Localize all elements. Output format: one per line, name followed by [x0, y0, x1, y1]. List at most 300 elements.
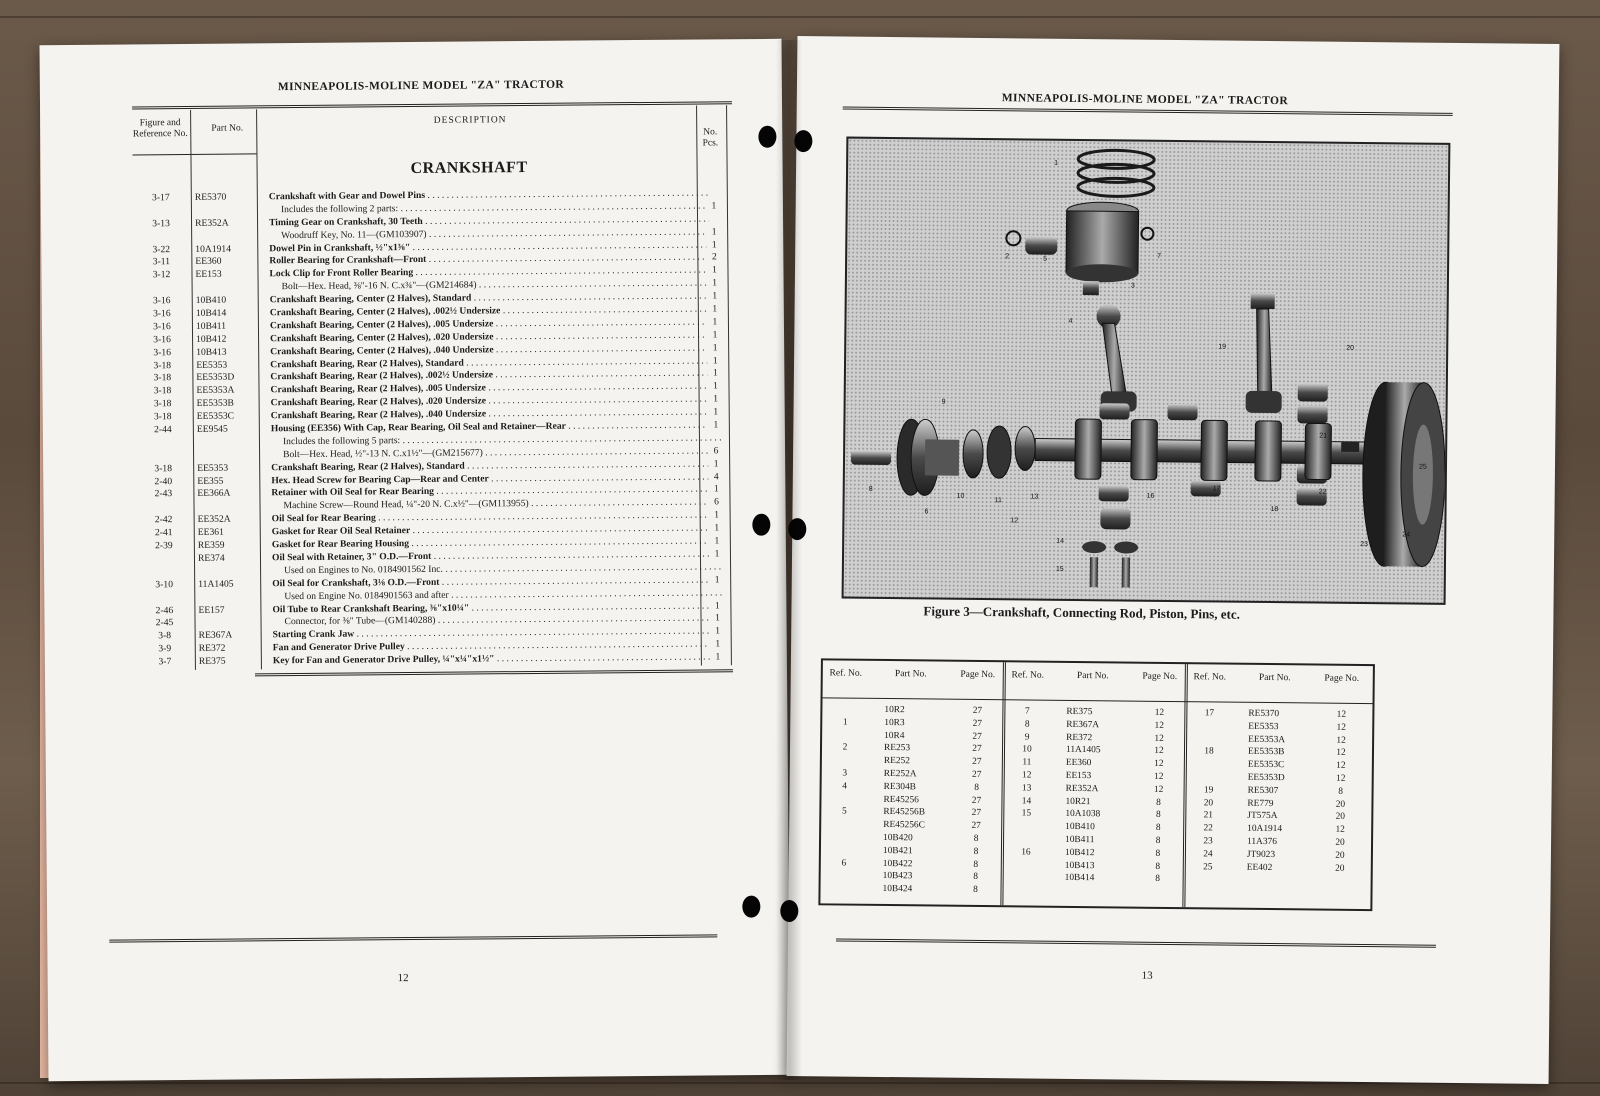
table-cell-page: 27 — [971, 795, 982, 806]
table-cell-part: EE5353B — [1247, 747, 1285, 758]
table-cell-part: 10B422 — [882, 858, 913, 869]
table-cell-ref: 22 — [1203, 823, 1213, 834]
table-cell-page: 27 — [972, 757, 982, 768]
table-cell-page: 12 — [1336, 760, 1346, 772]
table-cell-part: EE5353D — [1247, 772, 1285, 784]
part-description: Crankshaft Bearing, Center (2 Halves), .040 Undersize . . . — [270, 342, 710, 359]
wood-grain — [0, 1082, 1600, 1084]
callout: 14 — [1056, 537, 1065, 545]
col-divider — [726, 105, 732, 665]
header-rule — [132, 101, 732, 109]
table-cell-part: 10R2 — [884, 704, 905, 716]
table-cell-page: 12 — [1336, 722, 1346, 733]
quantity: 1 — [707, 368, 723, 381]
part-number: RE375 — [198, 655, 226, 667]
running-head-left: MINNEAPOLIS-MOLINE MODEL "ZA" TRACTOR — [277, 78, 565, 94]
table-cell-page: 8 — [1338, 786, 1343, 797]
part-description: Fan and Generator Drive Pulley . . . — [273, 639, 713, 656]
table-cell-part: EE5353A — [1248, 734, 1286, 745]
roller-bearing — [963, 430, 984, 478]
table-cell-part: RE304B — [883, 781, 916, 793]
figure-ref: 3-18 — [153, 359, 172, 371]
quantity: 1 — [710, 638, 726, 651]
quantity: 1 — [709, 613, 725, 626]
flywheel — [1362, 382, 1446, 567]
table-cell-part: RE372 — [1066, 732, 1093, 743]
figure-ref: 3-9 — [158, 643, 172, 655]
table-cell-page: 12 — [1154, 746, 1164, 757]
piston-rings — [1078, 150, 1154, 197]
table-cell-page: 20 — [1335, 837, 1345, 848]
quantity: 1 — [709, 548, 725, 561]
fan-pulley — [897, 419, 960, 496]
table-cell-ref: 6 — [841, 858, 847, 869]
table-cell-page: 12 — [1154, 733, 1164, 744]
part-number: 10B414 — [195, 307, 227, 319]
table-cell-ref: 4 — [842, 781, 848, 792]
table-cell-part: EE153 — [1065, 770, 1092, 782]
callout: 7 — [1157, 252, 1162, 260]
part-description: Crankshaft Bearing, Rear (2 Halves), .020 Undersize . . . — [271, 394, 711, 411]
part-number: EE5353 — [196, 359, 228, 371]
part-number — [195, 230, 265, 231]
figure-ref: 2-46 — [155, 604, 174, 616]
part-number — [198, 591, 268, 592]
footer-rule — [836, 938, 1436, 947]
quantity: 1 — [710, 651, 726, 664]
footer-rule — [109, 934, 717, 942]
table-cell-ref: 10 — [1022, 744, 1032, 755]
part-description: Crankshaft Bearing, Rear (2 Halves), .005 Undersize . . . — [270, 381, 710, 398]
table-cell-ref: 7 — [1025, 706, 1030, 717]
table-header-page: Page No. — [960, 669, 996, 681]
table-header-part: Part No. — [894, 669, 927, 680]
part-number: EE5353D — [196, 372, 235, 384]
table-cell-page: 12 — [1336, 709, 1347, 720]
table-body — [823, 660, 1373, 896]
table-cell-page: 8 — [1155, 874, 1161, 885]
part-number — [198, 617, 268, 618]
table-cell-ref: 1 — [842, 717, 848, 728]
table-cell-part: JT9023 — [1246, 849, 1276, 860]
table-cell-part: RE779 — [1247, 798, 1274, 809]
running-head-right: MINNEAPOLIS-MOLINE MODEL "ZA" TRACTOR — [1001, 92, 1289, 108]
table-cell-ref: 16 — [1021, 847, 1031, 858]
crankshaft — [1035, 419, 1376, 483]
table-cell-page: 8 — [974, 782, 980, 793]
figure-ref: 3-17 — [151, 192, 170, 204]
part-number: 11A1405 — [198, 578, 234, 590]
callout-labels — [868, 158, 1430, 577]
table-cell-ref: 15 — [1021, 808, 1032, 819]
part-number: RE5370 — [194, 191, 227, 203]
table-cell-ref: 23 — [1203, 836, 1213, 847]
table-cell-page: 8 — [1156, 797, 1161, 808]
col-header-part-no: Part No. — [211, 123, 244, 134]
quantity: 1 — [706, 226, 722, 239]
table-cell-part: 10B412 — [1064, 847, 1095, 858]
part-description: Key for Fan and Generator Drive Pulley, ¼"x¼"x1½" . . . — [273, 651, 713, 668]
callout: 23 — [1360, 540, 1369, 549]
table-header-part: Part No. — [1258, 672, 1291, 684]
figure-ref: 2-39 — [155, 540, 173, 552]
callout: 21 — [1319, 432, 1328, 440]
callout: 6 — [924, 508, 929, 516]
part-number: EE5353C — [196, 410, 235, 423]
part-description: Roller Bearing for Crankshaft—Front . . . — [269, 252, 709, 269]
part-description: Timing Gear on Crankshaft, 30 Teeth . . . — [269, 213, 709, 230]
callout: 4 — [1068, 317, 1073, 325]
table-cell-page: 8 — [973, 833, 979, 844]
pin-clip — [1141, 228, 1153, 240]
part-description: Connector, for ⅜" Tube—(GM140288) . . . — [272, 613, 724, 630]
table-cell-ref: 14 — [1021, 796, 1032, 807]
part-number — [196, 282, 266, 283]
table-cell-part: 10B414 — [1064, 873, 1095, 884]
table-cell-page: 8 — [1155, 861, 1161, 872]
part-number: EE355 — [197, 475, 224, 487]
quantity: 1 — [708, 406, 724, 419]
table-cell-ref: 13 — [1021, 783, 1032, 794]
callout: 17 — [1212, 485, 1221, 493]
table-cell-part: RE367A — [1066, 719, 1100, 731]
quantity: 1 — [707, 381, 723, 394]
quantity: 1 — [709, 600, 725, 613]
callout: 13 — [1030, 493, 1039, 501]
col-header-figure-ref: Figure and Reference No. — [132, 118, 188, 140]
table-cell-page: 12 — [1153, 771, 1164, 782]
callout: 16 — [1146, 492, 1155, 500]
part-number: EE9545 — [196, 423, 228, 435]
figure-ref: 3-18 — [153, 411, 172, 423]
parts-list — [133, 187, 727, 669]
part-description: Used on Engine No. 0184901563 and after . . . — [272, 587, 724, 604]
table-cell-page: 8 — [1155, 810, 1161, 821]
table-cell-page: 27 — [971, 769, 982, 781]
table-cell-part: 10B413 — [1064, 860, 1095, 871]
table-cell-part: RE45256B — [883, 807, 926, 818]
table-cell-ref: 3 — [842, 768, 848, 779]
table-cell-part: 10B424 — [882, 884, 913, 895]
list-end-rule — [255, 669, 733, 676]
table-cell-part: EE5353C — [1247, 759, 1285, 771]
figure-ref: 3-18 — [153, 385, 172, 397]
part-description: Hex. Head Screw for Bearing Cap—Rear and Center . . . — [271, 471, 711, 488]
quantity: 1 — [706, 200, 722, 213]
part-description: Crankshaft Bearing, Center (2 Halves), Standard . . . — [270, 291, 710, 308]
callout: 2 — [1005, 253, 1010, 261]
table-cell-ref: 18 — [1204, 746, 1214, 757]
quantity: 1 — [707, 355, 723, 368]
col-header-description: DESCRIPTION — [433, 115, 507, 126]
table-cell-part: 10R4 — [884, 730, 905, 741]
callout: 20 — [1346, 344, 1355, 352]
connecting-rod — [1096, 304, 1138, 411]
book-gutter — [776, 40, 802, 1080]
quantity: 1 — [707, 329, 723, 342]
part-description: Used on Engines to No. 0184901562 Inc. . . . — [272, 561, 724, 578]
quantity: 1 — [707, 303, 723, 316]
table-cell-ref: 2 — [842, 742, 848, 753]
table-cell-page: 8 — [973, 846, 979, 857]
table-cell-part: RE5307 — [1247, 785, 1279, 796]
part-description: Dowel Pin in Crankshaft, ½"x1⅜" . . . — [269, 239, 709, 256]
rod-bolts — [1082, 541, 1138, 588]
table-cell-page: 20 — [1335, 850, 1345, 861]
part-description: Oil Seal for Crankshaft, 3⅛ O.D.—Front . . . — [272, 574, 712, 591]
binder-hole — [752, 514, 770, 536]
table-cell-part: EE5353 — [1248, 721, 1279, 732]
part-description: Machine Screw—Round Head, ¼"-20 N. C.x½"—(GM113955) . . . — [271, 497, 723, 514]
table-cell-page: 12 — [1336, 735, 1346, 746]
table-cell-page: 20 — [1335, 812, 1346, 823]
table-cell-page: 8 — [1155, 848, 1161, 859]
callout: 3 — [1130, 282, 1135, 290]
part-description: Crankshaft Bearing, Center (2 Halves), .005 Undersize . . . — [270, 316, 710, 333]
quantity: 2 — [706, 252, 722, 265]
table-cell-ref: 19 — [1203, 785, 1214, 796]
table-header-part: Part No. — [1076, 671, 1109, 682]
table-cell-part: 10B420 — [883, 832, 913, 844]
table-cell-page: 8 — [1155, 835, 1161, 846]
figure-ref: 3-18 — [153, 372, 172, 384]
table-cell-part: RE253 — [883, 743, 911, 754]
figure-ref: 3-13 — [152, 217, 170, 230]
table-cell-part: RE252 — [883, 756, 910, 767]
part-number: 10B412 — [196, 333, 227, 345]
callout: 8 — [868, 485, 873, 493]
section-title: CRANKSHAFT — [410, 159, 528, 178]
table-cell-ref: 12 — [1021, 770, 1032, 781]
part-description: Gasket for Rear Oil Seal Retainer . . . — [272, 523, 712, 540]
part-number: EE5353A — [196, 384, 235, 397]
left-page — [39, 39, 790, 1081]
part-number: RE367A — [198, 629, 233, 642]
table-cell-page: 27 — [972, 705, 983, 717]
part-number: EE5353B — [196, 397, 234, 410]
table-cell-ref: 9 — [1024, 732, 1030, 743]
quantity: 1 — [709, 522, 725, 535]
table-cell-part: 10A1914 — [1247, 823, 1283, 835]
quantity: 1 — [707, 290, 723, 303]
quantity: 4 — [708, 471, 724, 484]
quantity: 6 — [708, 497, 724, 510]
part-number: 10B411 — [195, 320, 227, 332]
part-number — [195, 204, 265, 205]
header-rule — [843, 107, 1453, 116]
callout: 18 — [1270, 506, 1279, 514]
figure-ref: 3-16 — [153, 333, 171, 346]
timing-gear — [1015, 426, 1035, 470]
part-number — [198, 565, 268, 566]
quantity: 1 — [707, 342, 723, 355]
table-cell-ref: 11 — [1022, 757, 1032, 768]
callout: 10 — [956, 492, 965, 500]
table-cell-page: 8 — [1155, 823, 1161, 834]
figure-ref: 2-41 — [154, 527, 173, 539]
table-cell-page: 27 — [972, 718, 983, 729]
table-cell-page: 27 — [972, 744, 982, 755]
table-cell-ref: 17 — [1204, 708, 1215, 719]
table-cell-page: 12 — [1154, 707, 1165, 718]
figure-ref: 3-16 — [152, 295, 171, 307]
callout: 15 — [1055, 565, 1064, 573]
table-cell-page: 20 — [1335, 863, 1345, 874]
figure-caption: Figure 3—Crankshaft, Connecting Rod, Piston, Pins, etc. — [923, 603, 1240, 622]
table-cell-page: 12 — [1336, 748, 1346, 759]
part-description: Starting Crank Jaw . . . — [273, 626, 713, 643]
table-header-page: Page No. — [1142, 671, 1178, 683]
figure-ref: 3-16 — [152, 308, 171, 320]
exploded-view-figure — [842, 137, 1451, 605]
table-cell-part: RE352A — [1065, 783, 1099, 795]
starting-crank-jaw — [851, 451, 891, 465]
table-cell-part: 10B423 — [882, 871, 913, 882]
part-number: EE360 — [195, 256, 222, 268]
callout: 1 — [1054, 159, 1059, 167]
col-header-qty: No. Pcs. — [702, 127, 719, 149]
table-cell-part: RE45256C — [883, 820, 925, 831]
table-cell-part: RE5370 — [1248, 708, 1280, 720]
part-number — [197, 449, 267, 450]
part-number: 10B410 — [195, 294, 227, 307]
part-number: RE372 — [198, 642, 226, 655]
oil-seal — [987, 426, 1012, 478]
table-cell-page: 12 — [1335, 824, 1345, 836]
table-cell-part: 10B421 — [882, 845, 913, 857]
figure-ref: 3-11 — [152, 256, 171, 268]
table-cell-part: RE252A — [883, 768, 917, 780]
table-cell-ref: 24 — [1203, 849, 1213, 860]
part-description: Includes the following 5 parts: . . . — [271, 432, 723, 449]
col-rule — [132, 153, 256, 155]
figure-ref: 2-44 — [154, 424, 172, 436]
table-header-ref: Ref. No. — [1193, 672, 1227, 683]
part-number: EE352A — [197, 513, 231, 526]
reference-index-table — [818, 658, 1375, 911]
part-number: RE352A — [195, 217, 229, 229]
part-number: EE157 — [198, 604, 225, 616]
figure-ref: 2-43 — [154, 488, 173, 500]
part-number — [197, 501, 267, 502]
figure-ref: 2-45 — [155, 617, 174, 629]
table-cell-part: 10R21 — [1065, 796, 1091, 807]
part-description: Crankshaft Bearing, Center (2 Halves), .002½ Undersize . . . — [270, 303, 710, 320]
figure-ref: 3-22 — [152, 243, 171, 255]
quantity: 1 — [708, 458, 724, 471]
part-description: Oil Seal for Rear Bearing . . . — [272, 510, 712, 527]
part-description: Oil Tube to Rear Crankshaft Bearing, ⅜"x10¼" . . . — [272, 600, 712, 617]
table-cell-part: 11A1405 — [1065, 745, 1101, 756]
connecting-rod — [1246, 293, 1283, 413]
table-cell-ref: 25 — [1203, 861, 1213, 873]
part-number — [197, 436, 267, 437]
callout: 12 — [1010, 517, 1019, 525]
part-description: Woodruff Key, No. 11—(GM103907) . . . — [269, 226, 721, 243]
table-cell-page: 20 — [1335, 799, 1346, 810]
piston — [1066, 202, 1139, 283]
crankshaft-exploded-diagram — [844, 139, 1449, 603]
table-header-page: Page No. — [1324, 673, 1360, 684]
figure-ref: 3-18 — [153, 398, 172, 410]
table-header-rule — [823, 697, 1373, 704]
table-cell-page: 12 — [1153, 784, 1164, 795]
part-number: RE374 — [197, 552, 225, 564]
piston-pin — [1025, 236, 1057, 254]
table-header-ref: Ref. No. — [1011, 670, 1045, 681]
wood-grain — [0, 16, 1600, 18]
dowel-pin — [1341, 442, 1359, 452]
part-description: Crankshaft Bearing, Rear (2 Halves), .040 Undersize . . . — [271, 407, 711, 424]
table-cell-page: 12 — [1154, 759, 1164, 770]
callout: 24 — [1402, 531, 1411, 539]
part-description: Housing (EE356) With Cap, Rear Bearing, Oil Seal and Retainer—Rear . . . — [271, 419, 711, 436]
callout: 11 — [994, 497, 1002, 505]
callout: 5 — [1043, 255, 1048, 263]
table-cell-part: EE360 — [1065, 758, 1092, 769]
page-number: 12 — [397, 972, 409, 985]
figure-ref: 3-7 — [158, 656, 172, 668]
binder-hole — [758, 126, 776, 148]
quantity: 1 — [709, 535, 725, 548]
part-description: Lock Clip for Front Roller Bearing . . . — [269, 265, 709, 282]
table-cell-ref: 21 — [1203, 810, 1214, 821]
quantity: 1 — [707, 278, 723, 291]
table-cell-ref: 20 — [1203, 797, 1214, 809]
callout: 19 — [1218, 343, 1227, 351]
table-cell-ref: 5 — [841, 806, 847, 817]
table-cell-part: 11A376 — [1247, 836, 1277, 848]
table-cell-page: 12 — [1154, 720, 1165, 731]
part-description: Crankshaft Bearing, Center (2 Halves), .020 Undersize . . . — [270, 329, 710, 346]
part-description: Bolt—Hex. Head, ½"-13 N. C.x1½"—(GM215677) . . . — [271, 445, 723, 462]
quantity: 1 — [708, 484, 724, 497]
quantity: 1 — [709, 574, 725, 587]
part-description: Crankshaft Bearing, Rear (2 Halves), Standard . . . — [270, 355, 710, 372]
table-cell-ref: 8 — [1024, 719, 1030, 730]
figure-ref: 3-16 — [153, 346, 172, 358]
quantity: 1 — [708, 419, 724, 432]
figure-ref: 2-40 — [154, 475, 173, 487]
table-cell-part: RE45256 — [883, 794, 919, 805]
quantity: 1 — [708, 394, 724, 407]
quantity: 1 — [707, 316, 723, 329]
table-cell-part: JT575A — [1247, 811, 1278, 822]
part-number: RE359 — [197, 539, 225, 551]
part-description: Crankshaft Bearing, Rear (2 Halves), .002½ Undersize . . . — [270, 368, 710, 385]
pin-clip — [1006, 231, 1020, 245]
table-cell-part: 10R3 — [884, 717, 905, 728]
table-cell-part: EE402 — [1246, 862, 1273, 873]
table-cell-page: 27 — [971, 808, 982, 819]
quantity: 1 — [710, 626, 726, 639]
table-cell-page: 8 — [973, 872, 979, 883]
page-number: 13 — [1141, 969, 1153, 982]
table-cell-page: 8 — [973, 859, 979, 870]
figure-ref: 3-18 — [154, 462, 173, 474]
quantity: 1 — [706, 239, 722, 252]
table-cell-part: 10B411 — [1065, 834, 1095, 846]
part-description: Oil Seal with Retainer, 3" O.D.—Front . . . — [272, 548, 712, 565]
quantity: 1 — [709, 510, 725, 523]
table-cell-page: 27 — [971, 821, 981, 832]
part-number: 10B413 — [196, 346, 227, 358]
callout: 9 — [941, 398, 946, 406]
table-cell-part: RE375 — [1066, 706, 1093, 718]
figure-ref: 2-42 — [154, 514, 173, 526]
part-description: Crankshaft with Gear and Dowel Pins . . . — [269, 187, 709, 204]
figure-ref: 3-16 — [153, 321, 171, 333]
